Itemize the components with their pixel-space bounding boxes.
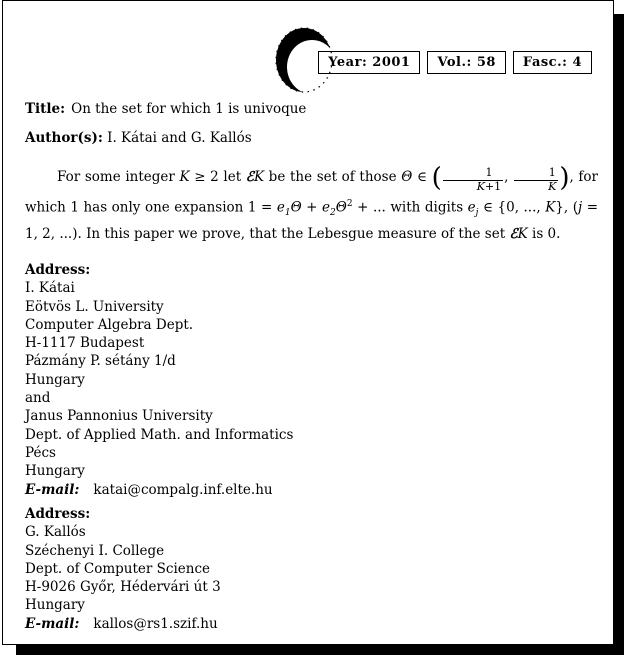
address-block-katai <box>25 261 293 499</box>
title-label: Title: <box>25 101 66 117</box>
math-script-E: ℰ <box>245 169 254 185</box>
address-line: Dept. of Applied Math. and Informatics <box>25 426 294 443</box>
address-line: I. Kátai <box>25 280 75 297</box>
address-line: and <box>25 390 51 407</box>
address-line: H-1117 Budapest <box>25 335 145 352</box>
authors-text: I. Kátai and G. Kallós <box>107 130 252 146</box>
volume-box: Vol.: 58 <box>427 51 505 74</box>
email-label: E-mail: <box>25 481 80 498</box>
address-line: Pécs <box>25 444 56 461</box>
email-address: katai@compalg.inf.elte.hu <box>93 481 273 498</box>
math-K: K <box>179 169 190 185</box>
address-line: Computer Algebra Dept. <box>25 316 194 333</box>
issue-info-boxes <box>318 51 592 74</box>
address-line: Eötvös L. University <box>25 298 164 315</box>
math-theta: Θ <box>401 169 413 185</box>
email-label: E-mail: <box>25 615 80 632</box>
address-label: Address: <box>25 262 91 278</box>
address-label: Address: <box>25 506 91 522</box>
fraction-1-over-K: $\frac{1}{K}$ <box>514 167 558 193</box>
big-right-paren: ) <box>559 163 570 193</box>
address-line: Széchenyi I. College <box>25 542 165 559</box>
authors-label: Author(s): <box>25 130 103 146</box>
address-line: Hungary <box>25 371 85 388</box>
title-line <box>25 101 306 117</box>
page-frame <box>2 0 614 645</box>
fascicle-box: Fasc.: 4 <box>513 51 592 74</box>
email-address: kallos@rs1.szif.hu <box>93 615 218 632</box>
address-line: Hungary <box>25 463 85 480</box>
authors-line <box>25 130 252 146</box>
email-line <box>25 615 221 633</box>
email-line <box>25 481 293 499</box>
address-block-kallos <box>25 505 221 633</box>
address-line: Janus Pannonius University <box>25 408 213 425</box>
address-line: G. Kallós <box>25 524 86 541</box>
address-line: Dept. of Computer Science <box>25 560 210 577</box>
big-left-paren: ( <box>431 163 442 193</box>
title-text: On the set for which 1 is univoque <box>71 101 307 117</box>
year-box: Year: 2001 <box>318 51 420 74</box>
abstract-paragraph: For some integer K ≥ 2 let ℰK be the set of those Θ ∈ ( $\frac{1}{K+1}$ , $\frac{1}{K}$ ), for which 1 has only one expansion $1 = e_1\Theta + e_2\Theta^2$ + ... with digits $e_j$ ∈ {0, ..., K}, (j = 1, 2, ...). In this paper we prove, that the Lebesgue measure of the set ℰK is 0. <box>25 163 599 242</box>
fraction-1-over-K-plus-1: $\frac{1}{K+1}$ <box>443 167 503 193</box>
address-line: Pázmány P. sétány 1/d <box>25 353 176 370</box>
address-line: H-9026 Győr, Hédervári út 3 <box>25 579 221 596</box>
address-line: Hungary <box>25 597 85 614</box>
